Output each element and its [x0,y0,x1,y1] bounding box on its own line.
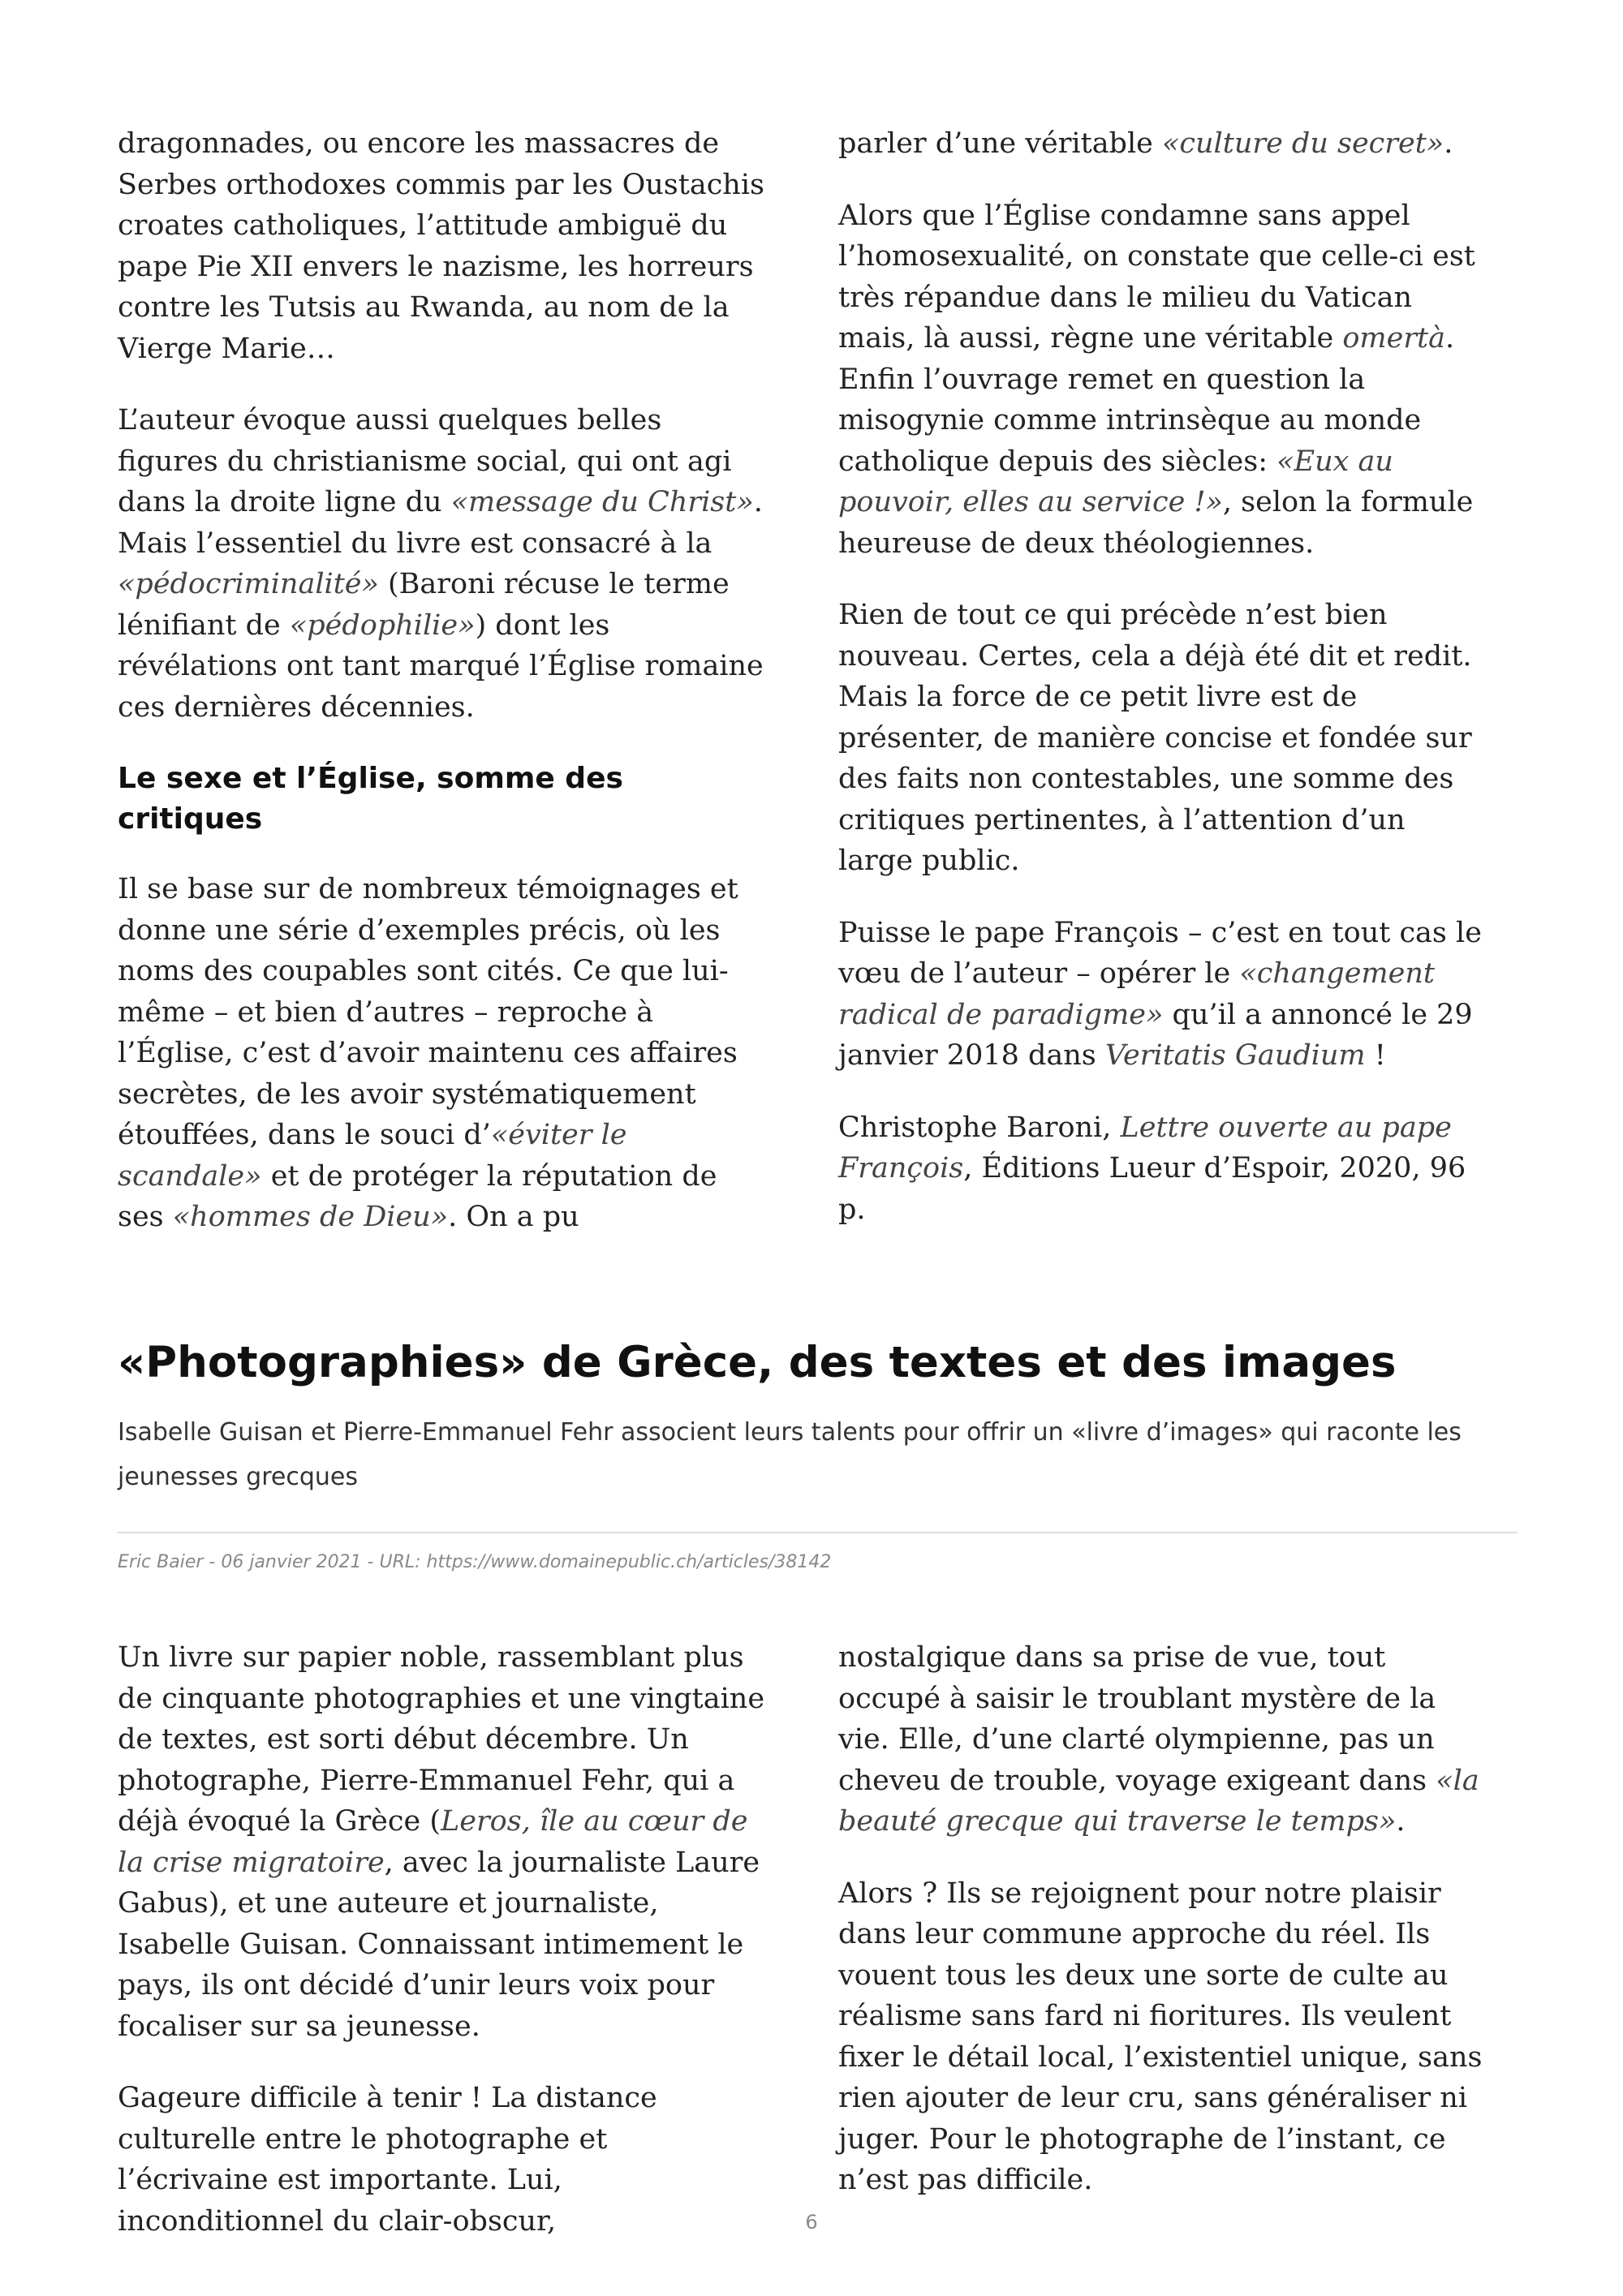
article-column-1 [118,1637,767,2272]
prev-article-column-1 [118,123,767,1269]
paragraph: parler d’une véritable «culture du secret». [838,127,1453,160]
paragraph: Alors que l’Église condamne sans appel l’homosexualité, on constate que celle-ci est très répandue dans le milieu du Vatican mais, là aussi, règne une véritable omertà. Enfin l’ouvrage remet en question la misogynie comme intrinsèque au monde catholique depuis des siècles: «Eux au pouvoir, elles au service !», selon la formule heureuse de deux théologiennes. [838,199,1475,560]
article-meta: Eric Baier - 06 janvier 2021 - URL: https://www.domainepublic.ch/articles/38142 [118,1552,832,1572]
prev-article-column-2 [838,123,1487,1261]
book-reference: Christophe Baroni, Lettre ouverte au pape François, Éditions Lueur d’Espoir, 2020, 96 p. [838,1111,1466,1226]
section-heading: Le sexe et l’Église, somme des critiques [118,762,623,836]
article-column-2 [838,1637,1487,2232]
paragraph: dragonnades, ou encore les massacres de Serbes orthodoxes commis par les Oustachis croates catholiques, l’attitude ambiguë du pape Pie XII envers le nazisme, les horreurs contre les Tutsis au Rwanda, au nom de la Vierge Marie… [118,127,765,365]
paragraph: L’auteur évoque aussi quelques belles figures du christianisme social, qui ont agi dans la droite ligne du «message du Christ». Mais l’essentiel du livre est consacré à la «pédocriminalité» (Baroni récuse le terme lénifiant de «pédophilie») dont les révélations ont tant marqué l’Église romaine ces dernières décennies. [118,404,764,724]
article-subtitle: Isabelle Guisan et Pierre-Emmanuel Fehr associent leurs talents pour offrir un «livre d’images» qui raconte les jeunesses grecques [118,1418,1462,1491]
paragraph: Gageure difficile à tenir ! La distance culturelle entre le photographe et l’écrivaine est importante. Lui, inconditionnel du clair-obscur, [118,2082,657,2238]
paragraph: Rien de tout ce qui précède n’est bien nouveau. Certes, cela a déjà été dit et redit. Mais la force de ce petit livre est de présenter, de manière concise et fondée sur des faits non contestables, une somme des critiques pertinentes, à l’attention d’un large public. [838,599,1472,877]
divider [118,1532,1518,1533]
paragraph: Un livre sur papier noble, rassemblant plus de cinquante photographies et une vingtaine de textes, est sorti début décembre. Un photographe, Pierre-Emmanuel Fehr, qui a déjà évoqué la Grèce (Leros, île au cœur de la crise migratoire, avec la journaliste Laure Gabus), et une auteure et journaliste, Isabelle Guisan. Connaissant intimement le pays, ils ont décidé d’unir leurs voix pour focaliser sur sa jeunesse. [118,1641,765,2043]
paragraph: Il se base sur de nombreux témoignages et donne une série d’exemples précis, où les noms des coupables sont cités. Ce que lui-même – et bien d’autres – reproche à l’Église, c’est d’avoir maintenu ces affaires secrètes, de les avoir systématiquement étouffées, dans le souci d’«éviter le scandale» et de protéger la réputation de ses «hommes de Dieu». On a pu [118,873,738,1233]
article-title: «Photographies» de Grèce, des textes et des images [118,1338,1397,1387]
page-number: 6 [805,2211,818,2234]
paragraph: nostalgique dans sa prise de vue, tout occupé à saisir le troublant mystère de la vie. Elle, d’une clarté olympienne, pas un cheveu de trouble, voyage exigeant dans «la beauté grecque qui traverse le temps». [838,1641,1479,1838]
paragraph: Alors ? Ils se rejoignent pour notre plaisir dans leur commune approche du réel. Ils vouent tous les deux une sorte de culte au réalisme sans fard ni fioritures. Ils veulent fixer le détail local, l’existentiel unique, sans rien ajouter de leur cru, sans généraliser ni juger. Pour le photographe de l’instant, ce n’est pas difficile. [838,1877,1483,2196]
paragraph: Puisse le pape François – c’est en tout cas le vœu de l’auteur – opérer le «changement radical de paradigme» qu’il a annoncé le 29 janvier 2018 dans Veritatis Gaudium ! [838,916,1482,1072]
